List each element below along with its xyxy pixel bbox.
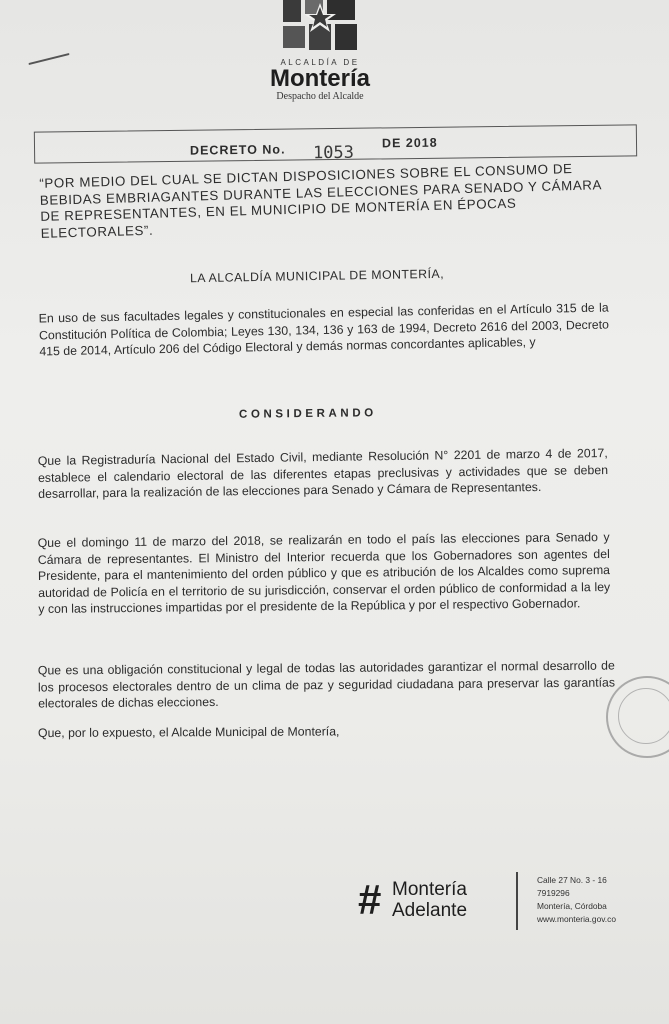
issuing-authority: LA ALCALDÍA MUNICIPAL DE MONTERÍA, bbox=[189, 266, 445, 286]
address-website: www.monteria.gov.co bbox=[537, 914, 616, 924]
decree-title: “POR MEDIO DEL CUAL SE DICTAN DISPOSICIONES SOBRE EL CONSUMO DE BEBIDAS EMBRIAGANTES DURANTE LAS ELECCIONES PARA SENADO Y CÁMARA DE REPRESENTANTES, EN EL MUNICIPIO DE MONTERÍA EN ÉPOCAS ELECTORALES”. bbox=[39, 161, 602, 241]
considerando-paragraph-2: Que el domingo 11 de marzo del 2018, se realizarán en todo el país las elecciones para Senado y Cámara de representantes. El Ministro del Interior recuerda que los Gobernadores son agentes del Presidente, para el mantenimiento del orden público y que es atribución de los Alcaldes como suprema autoridad de Policía en el territorio de su jurisdicción, conservar el orden público de conformidad a la ley y con las instrucciones impartidas por el presidente de la República y por el respectivo Gobernador. bbox=[37, 530, 611, 616]
address-city: Montería, Córdoba bbox=[537, 901, 607, 911]
address-street: Calle 27 No. 3 - 16 bbox=[537, 875, 607, 885]
stamp-inner-ring bbox=[618, 688, 669, 744]
monteria-flag-logo-icon bbox=[275, 0, 365, 56]
logo-office-label: Despacho del Alcalde bbox=[276, 91, 364, 102]
considerando-paragraph-1: Que la Registraduría Nacional del Estado Civil, mediante Resolución N° 2201 de marzo 4 de 2017, establece el calendario electoral de las diferentes etapas preclusivas y actividades que se deben desarrollar, para la realización de las elecciones para Senado y Cámara de Representantes. bbox=[37, 446, 609, 501]
address-phone: 7919296 bbox=[537, 888, 570, 898]
hashtag-line-2: Adelante bbox=[392, 900, 468, 921]
considerando-paragraph-4: Que, por lo expuesto, el Alcalde Municipal de Montería, bbox=[37, 724, 340, 741]
header-logo bbox=[250, 0, 390, 102]
official-seal-stamp bbox=[606, 676, 669, 758]
hashtag-symbol: # bbox=[358, 876, 382, 923]
logo-alcaldia-label: ALCALDÍA DE bbox=[280, 58, 360, 67]
footer-hashtag-logo bbox=[358, 878, 498, 926]
pen-mark bbox=[28, 53, 69, 65]
logo-city-name: Montería bbox=[269, 65, 370, 92]
footer-address bbox=[537, 874, 616, 926]
considerando-paragraph-3: Que es una obligación constitucional y legal de todas las autoridades garantizar el normal desarrollo de los procesos electorales dentro de un clima de paz y seguridad ciudadana para preservar las garantías electorales de dichas elecciones. bbox=[37, 658, 616, 711]
footer-divider bbox=[516, 872, 518, 930]
decree-label: DECRETO No. bbox=[189, 142, 286, 158]
considerando-heading: CONSIDERANDO bbox=[238, 407, 377, 421]
decree-year: DE 2018 bbox=[381, 135, 438, 151]
legal-basis-paragraph: En uso de sus facultades legales y constitucionales en especial las conferidas en el Artículo 315 de la Constitución Política de Colombia; Leyes 130, 134, 136 y 163 de 1994, Decreto 2616 del 2003, Decreto 415 de 2014, Artículo 206 del Código Electoral y demás normas concordantes aplicables, y bbox=[38, 300, 610, 359]
decree-number: 1053 bbox=[312, 142, 355, 164]
hashtag-line-1: Montería bbox=[392, 879, 467, 900]
